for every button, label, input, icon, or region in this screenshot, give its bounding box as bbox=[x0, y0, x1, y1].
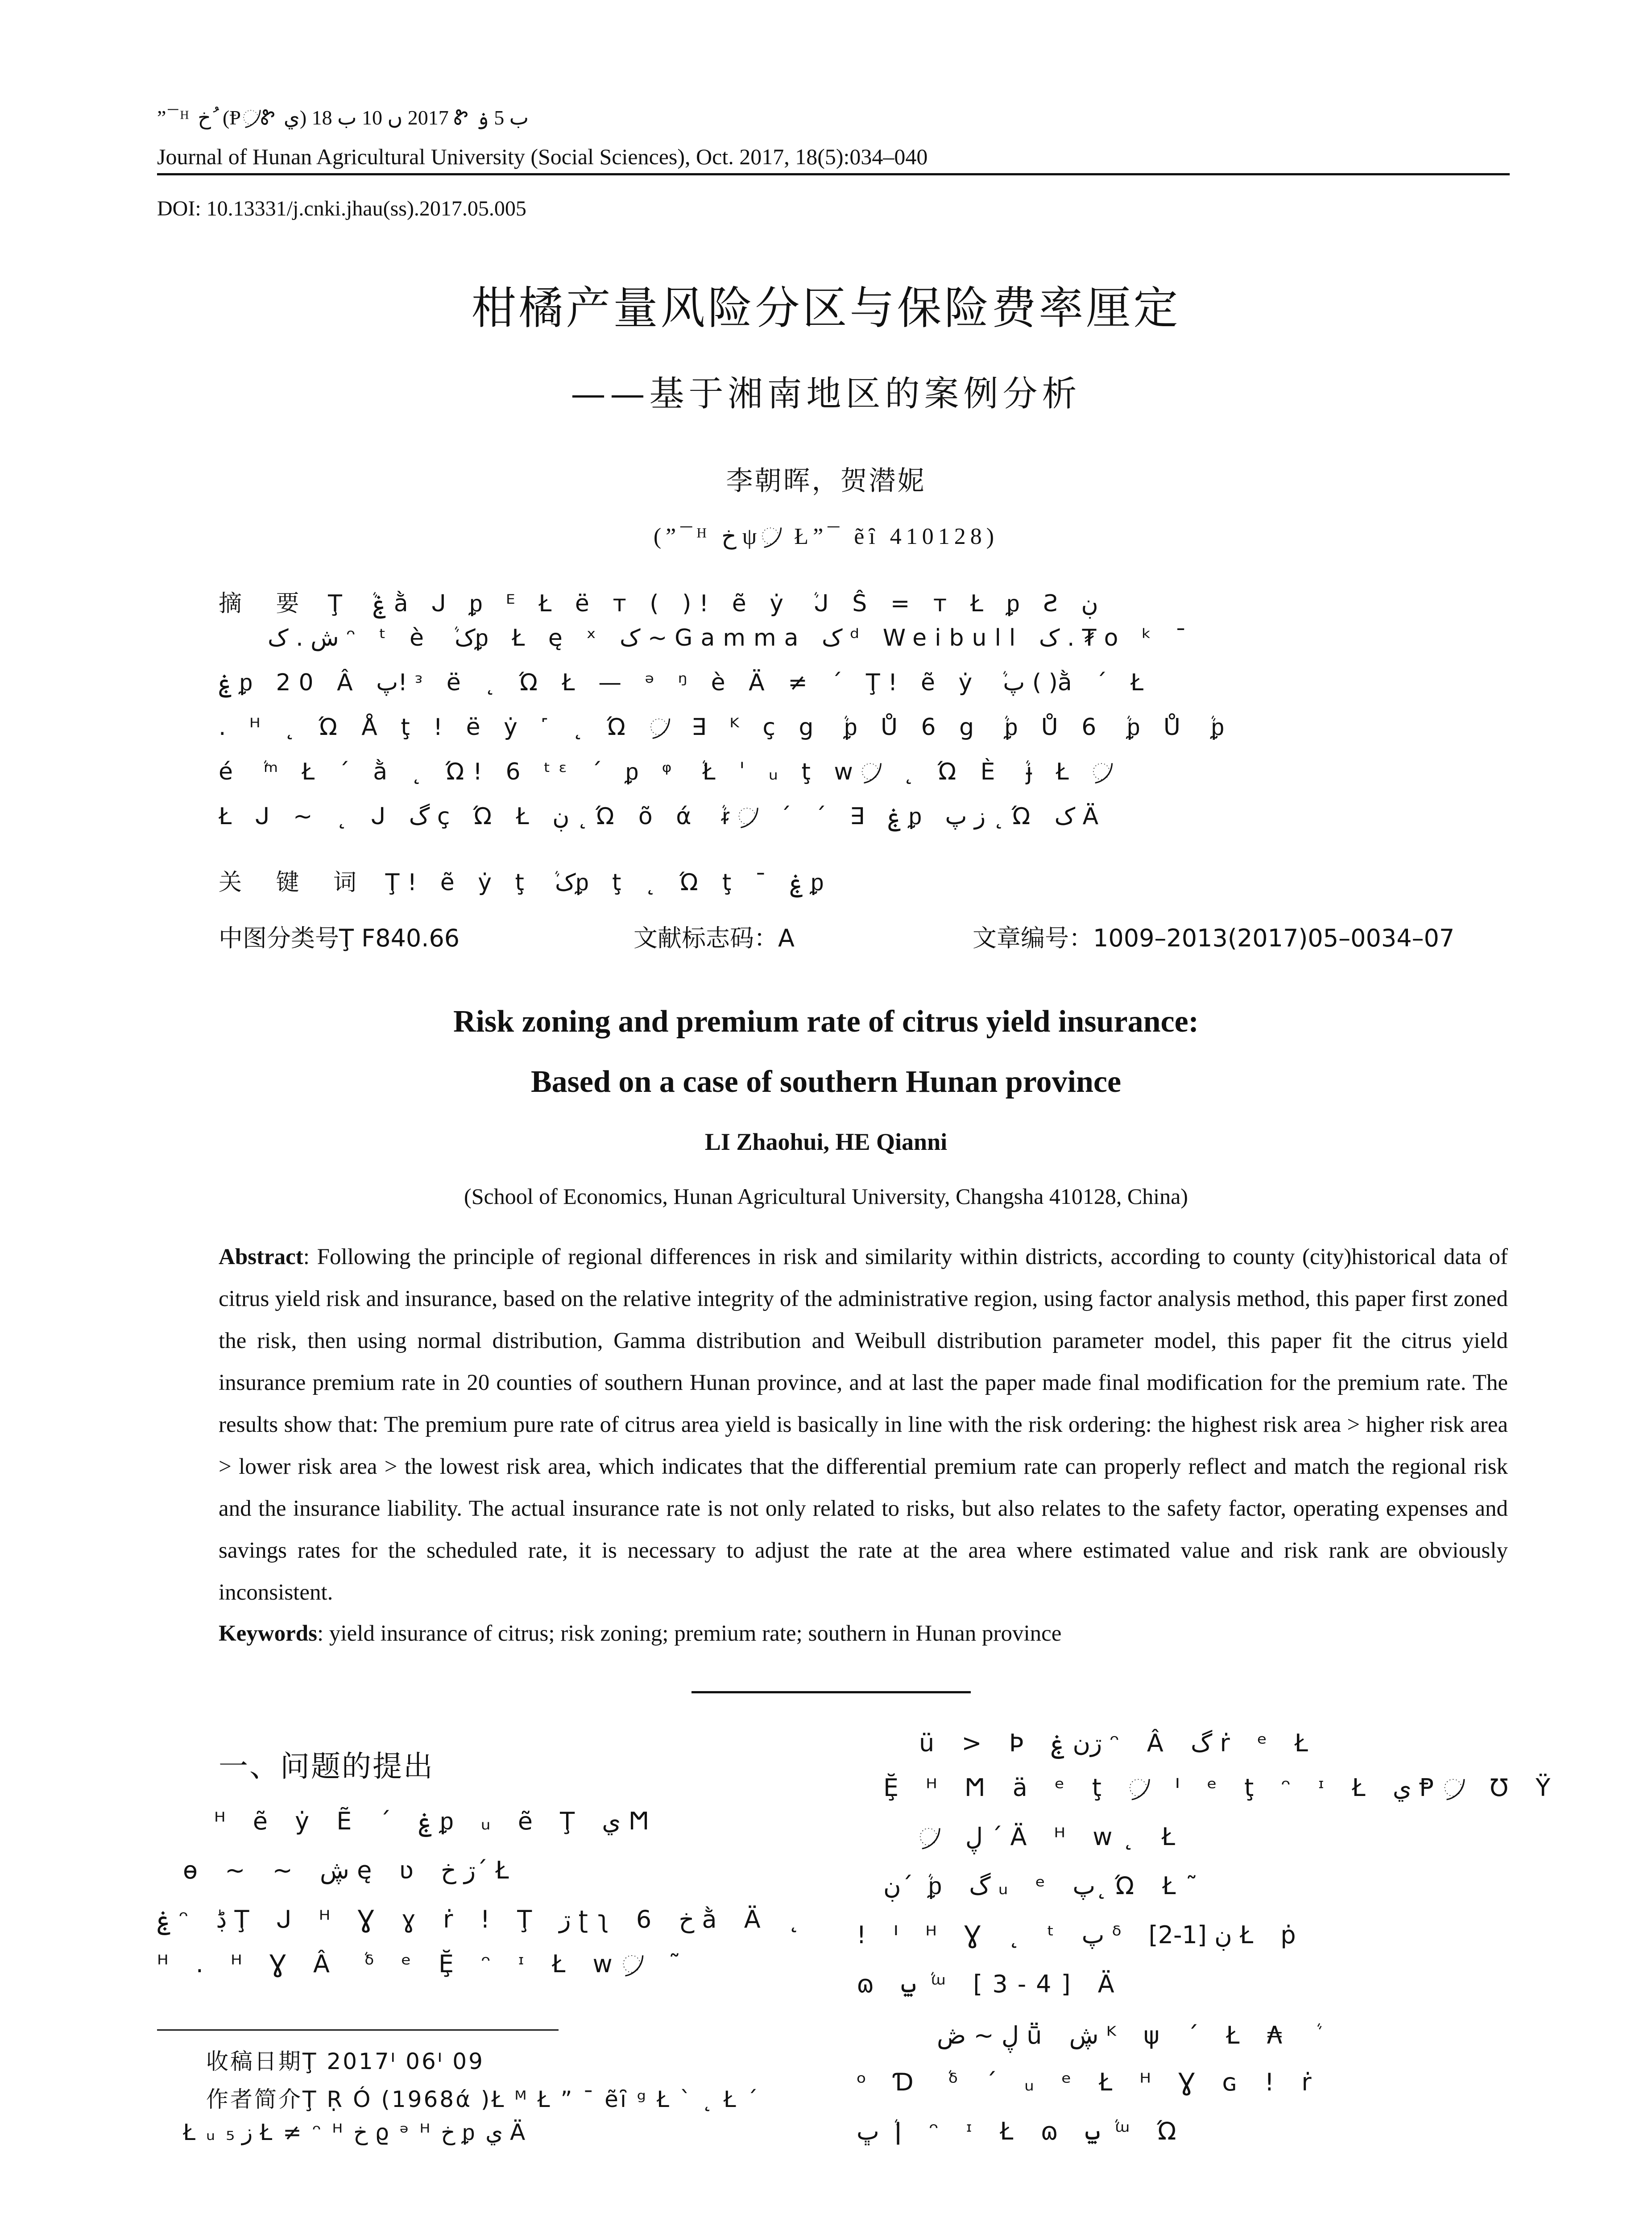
abstract-cn-line: ش . ک ᵔ ᵗ è ܵ کᵱ Ł ę ˣ ک ~ Gamma ک ᵈ Weibull ک . ₮ o ᵏ ¯ bbox=[268, 625, 1195, 651]
subtitle-cn: ——基于湘南地区的案例分析 bbox=[571, 374, 1081, 414]
abstract-en-text: : Following the principle of regional differences in risk and similarity within districts, according to county (city)historical data of citrus yield risk and insurance, based on the relative integrity of the administrative region, using factor analysis method, this paper first zoned the risk, then using normal distribution, Gamma distribution and Weibull distribution parameter model, this paper fit the citrus yield insurance premium rate in 20 counties of southern Hunan province, and at last the paper made final modification for the premium rate. The results show that: The premium pure rate of citrus area yield is basically in line with the risk ordering: the highest risk area > higher risk area > lower risk area > the lowest risk area, which indicates that the differential premium rate can properly reflect and match the regional risk and the insurance liability. The actual insurance rate is not only related to risks, but also relates to the safety factor, operating expenses and savings rates for the scheduled rate, it is necessary to adjust the rate at the area where estimated value and risk rank are obviously inconsistent. bbox=[219, 1244, 1508, 1605]
journal-header-en: Journal of Hunan Agricultural University (Social Sciences), Oct. 2017, 18(5):034–040 bbox=[157, 144, 928, 169]
keywords-cn-text: Ţ! ẽ ẏ ţ ܵ کᵱ ţ ˛ Ώ ţ ¯ ۼ ᵱ bbox=[385, 869, 832, 896]
body-line-right: ᵒ Ɗ ܵ ᵟ ˊ ᵤ ᵉ Ł ᴴ Ɣ ɢ ! ṙ bbox=[857, 2068, 1321, 2096]
section-heading: 一、问题的提出 bbox=[219, 1749, 434, 1783]
article-number: 文章编号：1009–2013(2017)05–0034–07 bbox=[973, 924, 1455, 952]
body-line-right: Ḝ ᴴ Ϻ ä ᵉ ţ ᜴ ᑊ ᵉ ţ ᵔ ᶦ Ł ي Ᵽ᜴ Ʊ Ÿ bbox=[883, 1774, 1561, 1802]
body-line-left: ɵ ~ ~ ڜ ę ʋ ڗ خˊ Ł bbox=[183, 1856, 519, 1884]
body-line-right: ü > Ϸ ڗن ۼ ᵔ Â گ ṙ ᵉ Ł bbox=[919, 1729, 1318, 1757]
body-line-left: ᴴ ẽ ẏ Ẽ ˊ ۼ ᵱ ᵤ ẽ Ţ ي Ϻ bbox=[214, 1807, 659, 1835]
body-line-right: ɷ ݐ ܵ ᵚ [3-4] Ä bbox=[857, 1970, 1124, 1998]
journal-header-cn: ”¯ᴴ خ ُ (Ᵽ᜴Ꮡ ي) 2017 ں 10 ب 18 Ꮡ ب 5 ۏ bbox=[157, 106, 529, 129]
keywords-en-label: Keywords bbox=[219, 1621, 317, 1646]
abstract-cn-line: ۼ ᵱ 20 Â ﭖ! ᵌ ë ˛ Ώ Ł — ᵊ ᵑ è Ä ≠ ˊ Ţ! ẽ ẏ ܵ ﭖ ( )ằ ˊ Ł bbox=[219, 669, 1152, 696]
affiliation-en: (School of Economics, Hunan Agricultural University, Changsha 410128, China) bbox=[464, 1184, 1188, 1209]
keywords-cn-line bbox=[219, 863, 832, 897]
keywords-en bbox=[219, 1621, 1508, 1646]
header-rule bbox=[157, 173, 1510, 175]
body-line-right: ڀ ܵ ǀ ᵔ ᶦ Ł ɷ ݐ ܵ ᵚ Ώ bbox=[857, 2117, 1187, 2145]
affiliation-cn: (”¯ᴴ خ ψ᜴ Ł”¯ ẽȋ 410128) bbox=[653, 524, 999, 549]
title-cn: 柑橘产量风险分区与保险费率厘定 bbox=[471, 282, 1181, 334]
footnote-author-bio-cont: Ł ᵤ ز ₅ Ł ≠ ᵔ ᴴ خ ϱ ᵊ ᴴ خ ᵱ ي Ä bbox=[183, 2119, 527, 2145]
abstract-cn-line: Ł ᒍ ~ ˛ ᒍ گ ç Ώ Ł ڹ ˛ Ώ õ ά ܵ ᵲ᜴ ˊ ˊ ∃ ۼ ᵱ ز ﭖ ˛ Ώ ک Ä bbox=[219, 803, 1107, 830]
subtitle-en: Based on a case of southern Hunan province bbox=[530, 1065, 1122, 1099]
keywords-cn-label: 关 键 词 bbox=[219, 869, 370, 896]
separator-rule bbox=[691, 1691, 971, 1693]
footnote-author-bio: 作者简介Ţ Ṛ Ó (1968ά )Ł ᴹ Ł ” ¯ ẽȋ ᵍ Ł ˋ ˛ Ł ˊ bbox=[206, 2086, 760, 2112]
authors-en: LI Zhaohui, HE Qianni bbox=[704, 1128, 948, 1155]
abstract-cn-line: . ᴴ ˛ Ώ Å ţ ! ë ẏ ˹ ˛ Ώ ᜴ ∃ ᴷ ç g ܵ ᵱ Ů 6 g ܵ ᵱ Ů 6 ܵ ᵱ Ů ܵ ᵱ bbox=[219, 714, 1232, 741]
abstract-cn-label: 摘 要 bbox=[219, 590, 313, 617]
keywords-en-text: : yield insurance of citrus; risk zoning; premium rate; southern in Hunan province bbox=[317, 1621, 1062, 1646]
body-line-left: ۼ ᵔ ڋ Ţ ᒍ ᴴ Ɣ ɣ ṙ ! Ţ ڗ ʈʅ 6 خ ằ Ä ˛ bbox=[157, 1905, 810, 1933]
abstract-cn-line bbox=[219, 585, 1098, 618]
authors-cn: 李朝晖，贺潜妮 bbox=[726, 465, 926, 497]
body-line-right: ڸ ~ ڞ ṻ ڜ ᴷ ψ ˊ Ł ₳ ܵ bbox=[937, 2021, 1310, 2049]
abstract-en bbox=[219, 1236, 1508, 1613]
document-code: 文献标志码：A bbox=[633, 924, 795, 952]
footnote-rule bbox=[157, 2029, 559, 2031]
abstract-cn-text: Ţ ܵ ۼ ằ ᒍ ᵱ ᴱ Ł ë ᴛ ( )! ẽ ẏ ܵ ᒍ Ŝ = ᴛ Ł ᵱ Ƨ ڹ bbox=[328, 590, 1098, 617]
footnote-received: 收稿日期Ţ 2017ᑊ 06ᑊ 09 bbox=[206, 2049, 484, 2074]
title-en: Risk zoning and premium rate of citrus yield insurance: bbox=[453, 1004, 1199, 1039]
abstract-en-label: Abstract bbox=[219, 1244, 303, 1269]
clc-number: 中图分类号Ţ F840.66 bbox=[219, 924, 460, 952]
body-line-right: ڹˊ ܵ ᵱ گ ᵤ ᵉ ﭖ˛ Ώ Ł˜ bbox=[883, 1872, 1208, 1900]
body-line-right: ! ᑊ ᴴ Ɣ ˛ ᵗ ﭖ ᵟ ڹ [1-2] Ł ṗ bbox=[857, 1921, 1306, 1949]
doi: DOI: 10.13331/j.cnki.jhau(ss).2017.05.005 bbox=[157, 197, 526, 220]
body-line-left: ᴴ . ᴴ Ɣ Â ܵ ᵟ ᵉ Ḝ ᵔ ᶦ Ł w᜴ ˜ bbox=[157, 1950, 691, 1978]
body-line-right: ᜴ ڸ ˊ Ä ᴴ w˛ Ł bbox=[919, 1823, 1185, 1851]
abstract-cn-line: é ܵ ᵐ Ł ˊ ằ ˛ Ώ! 6 ᵗᵋ ˊ ᵱ ᵠ ܵ Ł ˈ ᵤ ţ w᜴ ˛ Ώ È ܵ ɟ Ł ᜴ bbox=[219, 759, 1119, 785]
